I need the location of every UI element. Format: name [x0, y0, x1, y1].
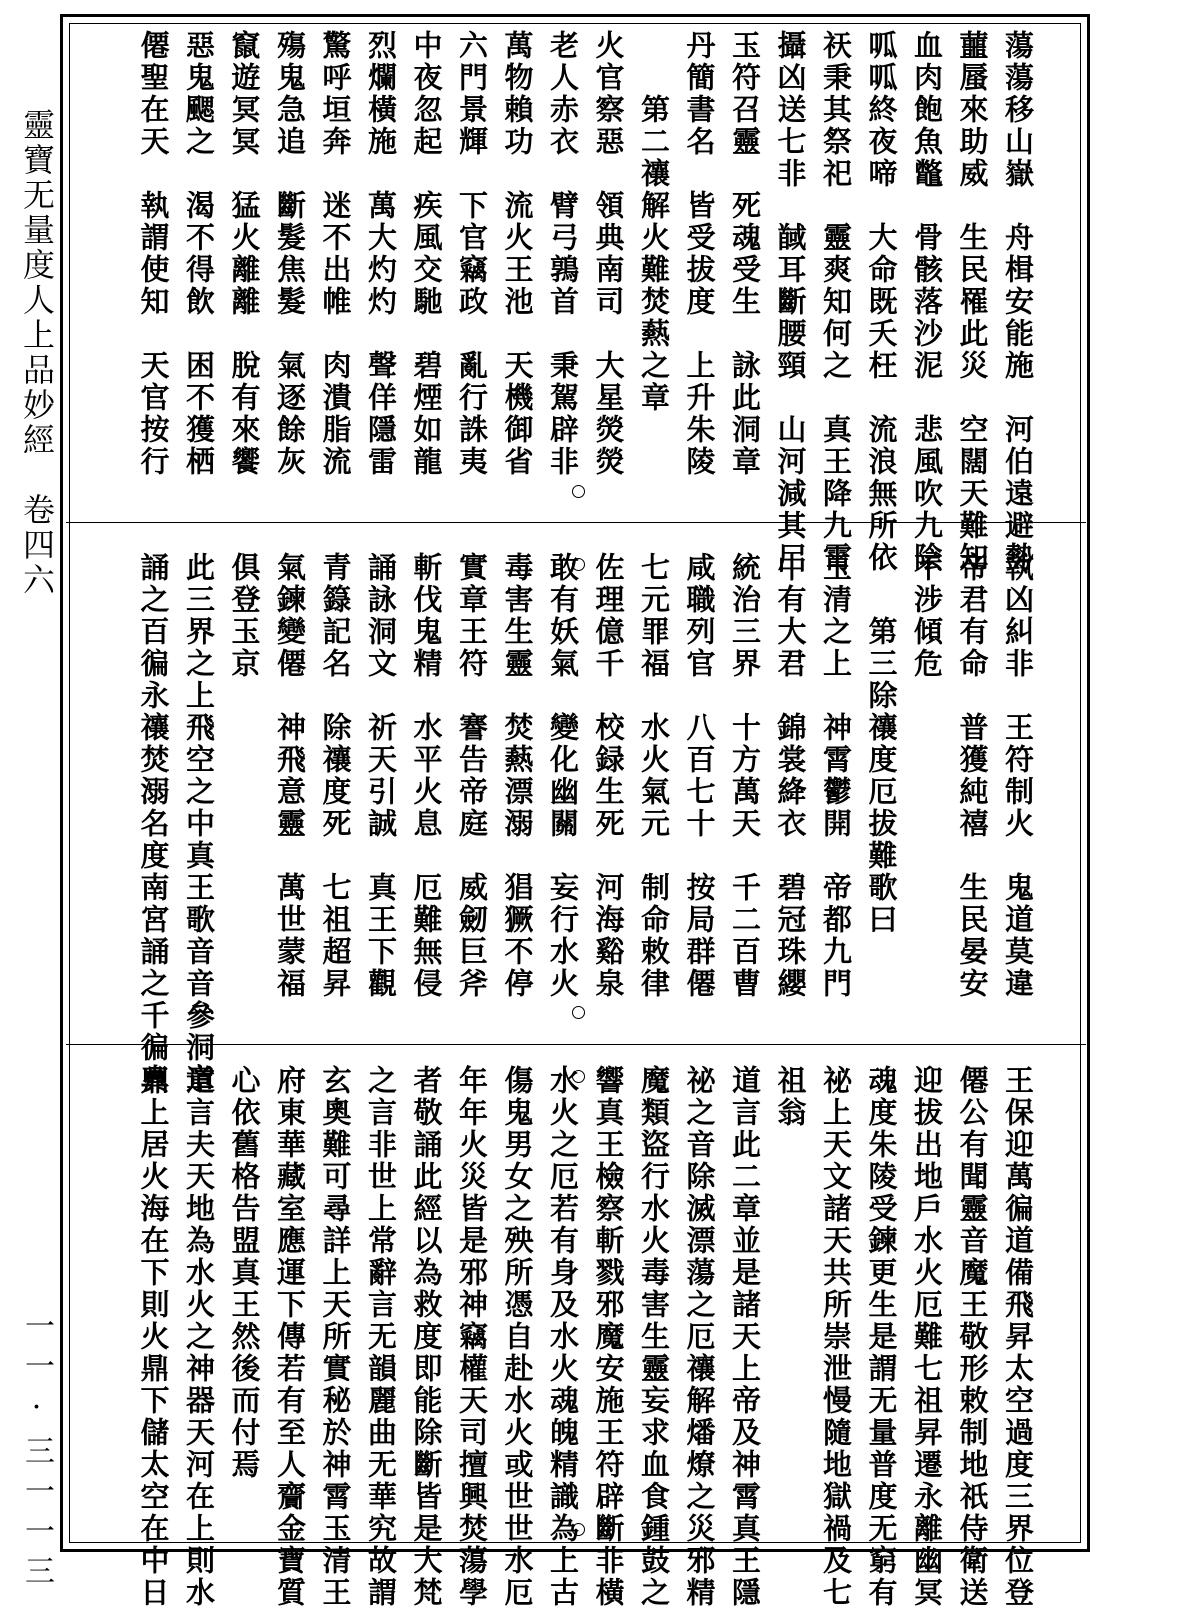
- punctuation-circle: [572, 1070, 585, 1083]
- text-column: 者敬誦此經以為救度即能除斷皆是大梵: [409, 1065, 444, 1609]
- text-column: 傷鬼男女之殃所憑自赴水火或世世水厄: [500, 1065, 535, 1609]
- punctuation-circle: [572, 558, 585, 571]
- text-column: 竄遊冥冥 猛火離離 脫有來饗: [227, 30, 262, 478]
- text-column: 魂度朱陵受鍊更生是謂无量普度无窮有: [864, 1065, 899, 1609]
- text-column: 此三界之上飛空之中真王歌音音參洞章: [182, 552, 216, 1096]
- text-column: 呱呱終夜啼 大命既夭枉 流浪無所依: [864, 30, 899, 574]
- text-column: 鼎上居火海在下則火鼎下儲太空在中日: [136, 1065, 171, 1609]
- text-column: 實章王符 謇告帝庭 威劒巨斧: [455, 552, 489, 1000]
- text-column: 迎拔出地戶水火厄難七祖昇遷永離幽冥: [910, 1065, 944, 1609]
- text-column: 蘁蜃來助威 生民罹此災 空闊天難知: [955, 30, 990, 574]
- text-column: 帝君有命 普獲純禧 生民晏安: [955, 552, 990, 1000]
- text-column: 水火之厄若有身及水火魂魄精識為上古: [546, 1065, 580, 1609]
- text-column: 玄奧難可尋詳上天所實秘於神霄玉清王: [318, 1065, 353, 1609]
- text-column: 不涉傾危: [910, 552, 944, 680]
- text-column: 六門景輝 下官竊政 亂行誅夷: [455, 30, 489, 478]
- text-column: 誦之百徧永禳焚溺名度南宮誦之千徧真: [136, 552, 171, 1096]
- text-column: 中夜忽起 疾風交馳 碧煙如龍: [409, 30, 444, 478]
- text-column: 玉符召靈 死魂受生 詠此洞章: [728, 30, 762, 478]
- text-column: 響真王檢察斬戮邪魔安施王符辟斷非橫: [591, 1065, 626, 1609]
- text-column: 執凶糾非 王符制火 鬼道莫違: [1001, 552, 1035, 1000]
- text-column: 萬物賴功 流火王池 天機御省: [500, 30, 535, 478]
- text-column: 殤鬼急追 斷髮焦髮 氣逐餘灰: [273, 30, 307, 478]
- text-column: 第二禳解火難焚爇之章: [637, 30, 671, 414]
- margin-page-number: 一一·三一一三: [19, 1310, 54, 1595]
- text-column: 王保迎萬徧道備飛昇太空過度三界位登: [1001, 1065, 1035, 1609]
- text-column: 血肉飽魚鼈 骨骸落沙泥 悲風吹九陰: [910, 30, 944, 574]
- text-column: 祆秉其祭祀 靈爽知何之 真王降九霄: [819, 30, 853, 574]
- text-column: 第三除禳度厄拔難歌曰: [864, 552, 899, 936]
- text-column: 府東華藏室應運下傳若有至人齎金寶質: [273, 1065, 307, 1609]
- margin-book-title: 靈寶无量度人上品妙經 卷四六: [18, 108, 56, 598]
- text-column: 攝凶送七非 馘耳斷腰頸 山河減其尸: [773, 30, 808, 574]
- text-column: 之言非世上常辭言无韻麗曲无華究故謂: [364, 1065, 398, 1609]
- text-column: 青籙記名 除禳度死 七祖超昇: [318, 552, 353, 1000]
- text-column: 僊公有聞靈音魔王敬形敕制地祇侍衛送: [955, 1065, 990, 1609]
- text-column: 祕上天文諸天共所崇泄慢隨地獄禍及七: [819, 1065, 853, 1609]
- text-column: 誦詠洞文 祈天引誠 真王下觀: [364, 552, 398, 1000]
- text-column: 俱登玉京: [227, 552, 262, 680]
- text-column: 祕之音除滅漂蕩之厄禳解燔燎之災邪精: [682, 1065, 717, 1609]
- text-column: 僊聖在天 執謂使知 天官按行: [136, 30, 171, 478]
- section-divider-2: [66, 1044, 1086, 1045]
- text-column: 咸職列官 八百七十 按局群僊: [682, 552, 717, 1000]
- text-column: 中有大君 錦裳絳衣 碧冠珠纓: [773, 552, 808, 1000]
- text-column: 氣鍊變僊 神飛意靈 萬世蒙福: [273, 552, 307, 1000]
- text-column: 火官察惡 領典南司 大星熒熒: [591, 30, 626, 478]
- text-column: 魔類盜行水火毒害生靈妄求血食鍾鼓之: [637, 1065, 671, 1609]
- text-column: 道言此二章並是諸天上帝及神霄真王隱: [728, 1065, 762, 1609]
- text-column: 毒害生靈 焚爇漂溺 猖獗不停: [500, 552, 535, 1000]
- text-column: 玉清之上 神霄鬱開 帝都九門: [819, 552, 853, 1000]
- text-column: 年年火災皆是邪神竊權天司擅興焚蕩學: [455, 1065, 489, 1609]
- text-column: 蕩蕩移山嶽 舟楫安能施 河伯遠避勢: [1001, 30, 1035, 574]
- text-column: 統治三界 十方萬天 千二百曹: [728, 552, 762, 1000]
- text-column: 七元罪福 水火氣元 制命敕律: [637, 552, 671, 1000]
- punctuation-circle: [572, 485, 585, 498]
- punctuation-circle: [572, 1006, 585, 1019]
- text-column: 佐理億千 校録生死 河海谿泉: [591, 552, 626, 1000]
- text-column: 心依舊格告盟真王然後而付焉: [227, 1065, 262, 1481]
- text-column: 烈爛橫施 萬大灼灼 聲佯隱雷: [364, 30, 398, 478]
- punctuation-circle: [572, 1523, 585, 1536]
- text-column: 道言夫天地為水火之神器天河在上則水: [182, 1065, 216, 1609]
- text-column: 丹簡書名 皆受拔度 上升朱陵: [682, 30, 717, 478]
- text-column: 驚呼垣奔 迷不出帷 肉潰脂流: [318, 30, 353, 478]
- text-column: 敢有妖氣 變化幽關 妄行水火: [546, 552, 580, 1000]
- text-column: 老人赤衣 臂弓鶉首 秉駕辟非: [546, 30, 580, 478]
- text-column: 祖翁: [773, 1065, 808, 1129]
- text-column: 惡鬼颸之 渴不得飲 困不獲栖: [182, 30, 216, 478]
- text-column: 斬伐鬼精 水平火息 厄難無侵: [409, 552, 444, 1000]
